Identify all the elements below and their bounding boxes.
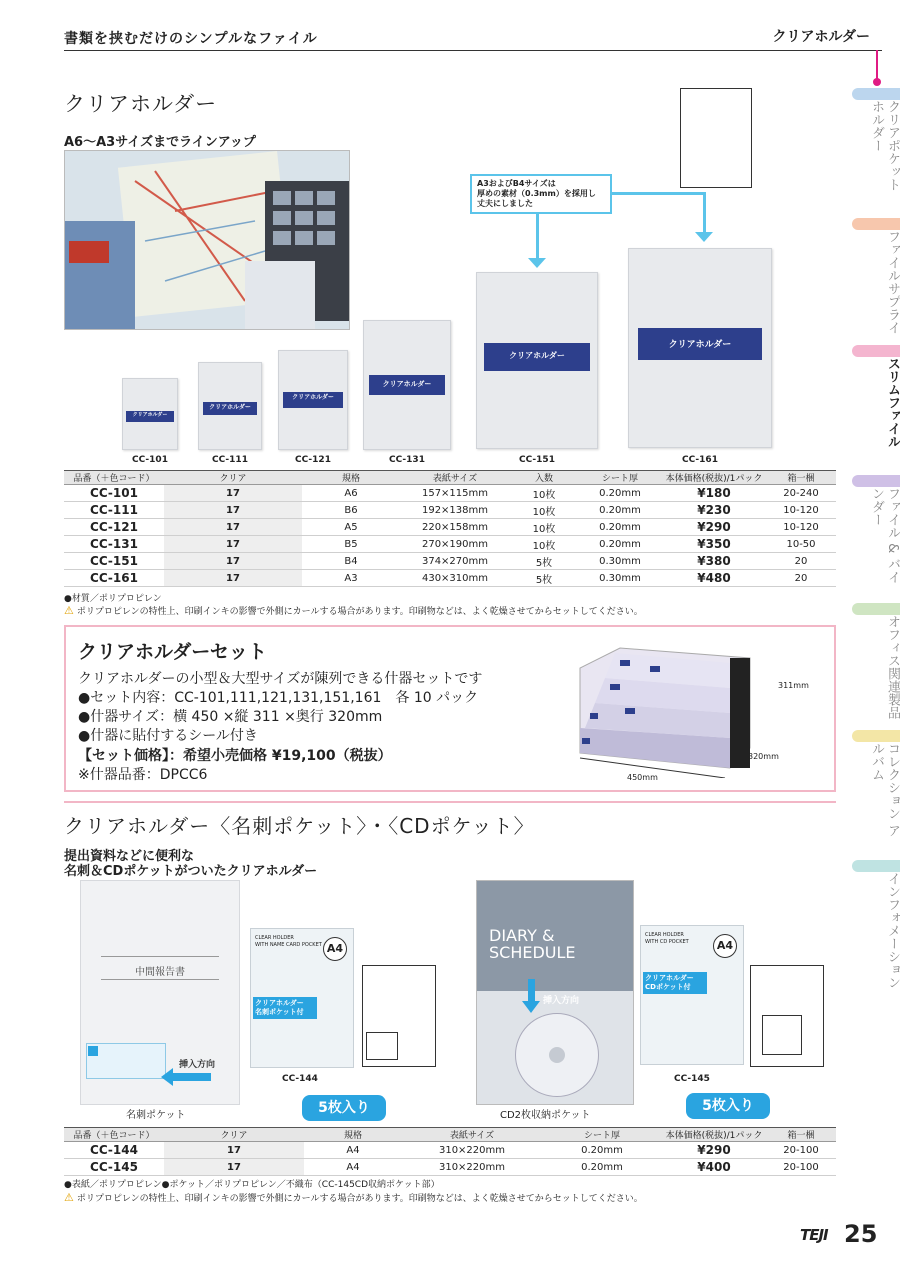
callout-arrow-line [703,192,706,236]
cell-code: CC-161 [64,570,164,587]
section2-sub1: 提出資料などに便利な [64,849,195,864]
cell-size: A5 [302,519,400,536]
holder-band-label: クリアホルダー [132,411,168,418]
holder-band-label: クリアホルダー [292,394,334,402]
namecard-pocket-outline [366,1032,398,1060]
section-divider [64,801,836,803]
insert-direction-label: 挿入方向 [543,996,580,1006]
table-row [64,1142,836,1159]
cell-size: A6 [302,485,400,502]
cell-cover: 430×310mm [400,570,510,587]
cell-cover: 192×138mm [400,502,510,519]
material-note: ●材質／ポリプロピレン [64,594,162,604]
table-header: 本体価格(税抜)/1パック [662,471,766,485]
warning-icon: ⚠ [64,1191,74,1204]
cell-color: 17 [164,1142,304,1159]
header-section-title: クリアホルダー [772,29,870,45]
cell-qty: 10枚 [510,519,578,536]
spec-table-pocket-holder [64,1127,836,1176]
cell-price: ¥350 [662,536,766,553]
section-title: クリアホルダー [64,92,218,116]
side-tab-label: コレクション アルバム [869,742,900,838]
table-header: シート厚 [542,1128,662,1142]
package-size-badge: A4 [323,937,347,961]
cell-price: ¥380 [662,553,766,570]
cell-price: ¥290 [662,1142,766,1159]
cell-color: 17 [164,570,302,587]
side-tab-label: クリアポケット ホルダー [869,100,900,191]
package-cc-144 [250,928,354,1068]
table-header: 品番（＋色コード） [64,471,164,485]
rack-height-dim: 311mm [778,681,809,690]
arrow-down-icon [522,1001,540,1013]
cell-qty: 10枚 [510,536,578,553]
cell-size: A4 [304,1142,402,1159]
table-row [64,553,836,570]
table-header: 規格 [302,471,400,485]
cell-code: CC-151 [64,553,164,570]
cell-box: 20-100 [766,1142,836,1159]
table-row [64,502,836,519]
side-tab-file-supply[interactable] [852,218,900,338]
curl-warning-text: ポリプロピレンの特性上、印刷インキの影響で外側にカールする場合があります。印刷物などは、よく乾燥させてからセットしてください。 [76,1194,643,1204]
cell-thickness: 0.20mm [542,1159,662,1176]
cell-box: 20 [766,570,836,587]
arrow-down-icon [695,232,713,242]
caption-cc-121: CC-121 [295,455,331,465]
section2-title: クリアホルダー〈名刺ポケット〉・〈CDポケット〉 [64,814,535,838]
package-code-cc-144: CC-144 [282,1074,318,1084]
namecard-holder-photo [80,880,240,1105]
cell-cover: 374×270mm [400,553,510,570]
package-heading: CLEAR HOLDER WITH NAME CARD POCKET [255,935,322,948]
caption-cc-161: CC-161 [682,455,718,465]
arrow-down-icon [528,258,546,268]
cell-size: A3 [302,570,400,587]
table-header: シート厚 [578,471,662,485]
cell-qty: 5枚 [510,553,578,570]
cell-color: 17 [164,1159,304,1176]
caption-cc-151: CC-151 [519,455,555,465]
side-tab-slim-file[interactable] [852,345,900,465]
cell-thickness: 0.20mm [578,536,662,553]
package-label: クリアホルダー 名刺ポケット付 [253,997,317,1019]
rack-width-dim: 450mm [627,773,658,782]
cell-price: ¥180 [662,485,766,502]
cell-box: 10-50 [766,536,836,553]
cell-code: CC-131 [64,536,164,553]
warning-icon: ⚠ [64,604,74,617]
table-header: 箱一梱 [766,471,836,485]
cd-holder-photo [476,880,634,1105]
curl-warning-2 [64,1191,643,1204]
cell-qty: 10枚 [510,502,578,519]
cell-cover: 270×190mm [400,536,510,553]
set-sticker: ●什器に貼付するシール付き [78,728,258,744]
table-header-row [64,471,836,485]
set-product-number: ※什器品番：DPCC6 [78,767,208,783]
cell-thickness: 0.20mm [578,502,662,519]
callout-arrow-line [536,214,539,264]
cell-size: B6 [302,502,400,519]
callout-thick-material: A3およびB4サイズは 厚めの素材（0.3mm）を採用し 丈夫にしました [470,174,612,214]
set-price: 【セット価格】：希望小売価格 ¥19,100（税抜） [78,748,392,764]
side-tab-information[interactable] [852,860,900,990]
cell-color: 17 [164,485,302,502]
header-marker-line [876,50,878,80]
set-size: ●什器サイズ：横 450 ×縦 311 ×奥行 320mm [78,709,383,725]
cell-box: 20-240 [766,485,836,502]
table-row [64,536,836,553]
set-title: クリアホルダーセット [78,641,267,663]
holder-cc-151 [476,272,598,449]
cd-pocket-outline [762,1015,802,1055]
side-tab-collection[interactable] [852,730,900,850]
table-header: 規格 [304,1128,402,1142]
cell-cover: 310×220mm [402,1159,542,1176]
cell-thickness: 0.20mm [542,1142,662,1159]
caption-cc-131: CC-131 [389,455,425,465]
cell-box: 10-120 [766,502,836,519]
table-header: クリア [164,1128,304,1142]
side-tab-label: ファイルサプライ [885,230,900,334]
header-category: 書類を挟むだけのシンプルなファイル [64,31,318,47]
section-subtitle: A6〜A3サイズまでラインアップ [64,135,256,150]
side-tab-file-binder[interactable] [852,475,900,595]
caption-cc-111: CC-111 [212,455,248,465]
callout-arrow-line [612,192,705,195]
cell-code: CC-111 [64,502,164,519]
spec-table-clear-holder [64,470,836,587]
sample-doc-title: 中間報告書 [135,967,185,978]
curl-warning-text: ポリプロピレンの特性上、印刷インキの影響で外側にカールする場合があります。印刷物などは、よく乾燥させてからセットしてください。 [76,607,643,617]
holder-cc-161 [628,248,772,448]
display-rack-image [560,638,760,778]
insert-direction-label: 挿入方向 [179,1060,216,1070]
cell-code: CC-121 [64,519,164,536]
cell-cover: 310×220mm [402,1142,542,1159]
section2-sub2: 名刺＆CDポケットがついたクリアホルダー [64,864,318,879]
cell-size: A4 [304,1159,402,1176]
cell-color: 17 [164,502,302,519]
side-tab-label: オフィス関連製品 [885,615,900,719]
holder-outline-icon [680,88,752,188]
cell-code: CC-144 [64,1142,164,1159]
side-tab-label: スリムファイル [885,357,900,448]
caption-cc-101: CC-101 [132,455,168,465]
side-tab-label: ファイル & バインダー [869,487,900,584]
table-header: 品番（＋色コード） [64,1128,164,1142]
cell-box: 20 [766,553,836,570]
cell-thickness: 0.20mm [578,519,662,536]
table-header: クリア [164,471,302,485]
cell-qty: 5枚 [510,570,578,587]
cell-price: ¥290 [662,519,766,536]
set-description: クリアホルダーの小型＆大型サイズが陳列できる什器セットです [78,671,483,687]
side-tab-clear-pocket[interactable] [852,88,900,208]
pack-badge-cc-144: 5枚入り [302,1095,386,1121]
holder-band-label: クリアホルダー [382,379,432,388]
holder-band-label: クリアホルダー [509,351,565,360]
side-tab-office[interactable] [852,603,900,723]
cell-price: ¥230 [662,502,766,519]
namecard-caption: 名刺ポケット [126,1110,186,1121]
table-header: 本体価格(税抜)/1パック [662,1128,766,1142]
header-marker-dot [873,78,881,86]
cell-color: 17 [164,536,302,553]
side-tab-label: インフォメーション [885,872,900,989]
cell-thickness: 0.30mm [578,570,662,587]
holder-cc-131 [363,320,451,450]
package-size-badge: A4 [713,934,737,958]
cell-size: B5 [302,536,400,553]
pack-badge-cc-145: 5枚入り [686,1093,770,1119]
table-header: 箱一梱 [766,1128,836,1142]
package-code-cc-145: CC-145 [674,1074,710,1084]
material-note-2: ●表紙／ポリプロピレン●ポケット／ポリプロピレン／不織布（CC-145CD収納ポケット部） [64,1180,440,1190]
cell-cover: 220×158mm [400,519,510,536]
cell-thickness: 0.30mm [578,553,662,570]
diary-cover-text: DIARY & SCHEDULE [489,926,576,962]
table-header: 表紙サイズ [400,471,510,485]
cell-cover: 157×115mm [400,485,510,502]
package-cc-145 [640,925,744,1065]
header-rule [64,50,882,51]
package-heading: CLEAR HOLDER WITH CD POCKET [645,932,689,945]
cell-color: 17 [164,519,302,536]
table-header: 表紙サイズ [402,1128,542,1142]
table-row [64,1159,836,1176]
holder-band-label: クリアホルダー [668,340,732,351]
table-row [64,485,836,502]
cell-qty: 10枚 [510,485,578,502]
table-header: 入数 [510,471,578,485]
cell-box: 20-100 [766,1159,836,1176]
holder-band-label: クリアホルダー [209,403,251,411]
package-label: クリアホルダー CDポケット付 [643,972,707,994]
cell-color: 17 [164,553,302,570]
cell-thickness: 0.20mm [578,485,662,502]
holder-cc-121 [278,350,348,450]
table-row [64,570,836,587]
table-row [64,519,836,536]
holder-cc-101 [122,378,178,450]
page-number: 25 [844,1220,878,1248]
cell-price: ¥480 [662,570,766,587]
table-header-row [64,1128,836,1142]
set-contents: ●セット内容：CC-101,111,121,131,151,161 各 10 パック [78,690,479,706]
lineup-photo [64,150,350,330]
cell-price: ¥400 [662,1159,766,1176]
cell-code: CC-101 [64,485,164,502]
cell-size: B4 [302,553,400,570]
cd-caption: CD2枚収納ポケット [500,1110,591,1121]
cell-box: 10-120 [766,519,836,536]
brand-logo: TEJI [800,1226,828,1244]
curl-warning [64,604,643,617]
rack-depth-dim: 320mm [748,752,779,761]
cell-code: CC-145 [64,1159,164,1176]
arrow-left-icon [161,1068,173,1086]
holder-cc-111 [198,362,262,450]
